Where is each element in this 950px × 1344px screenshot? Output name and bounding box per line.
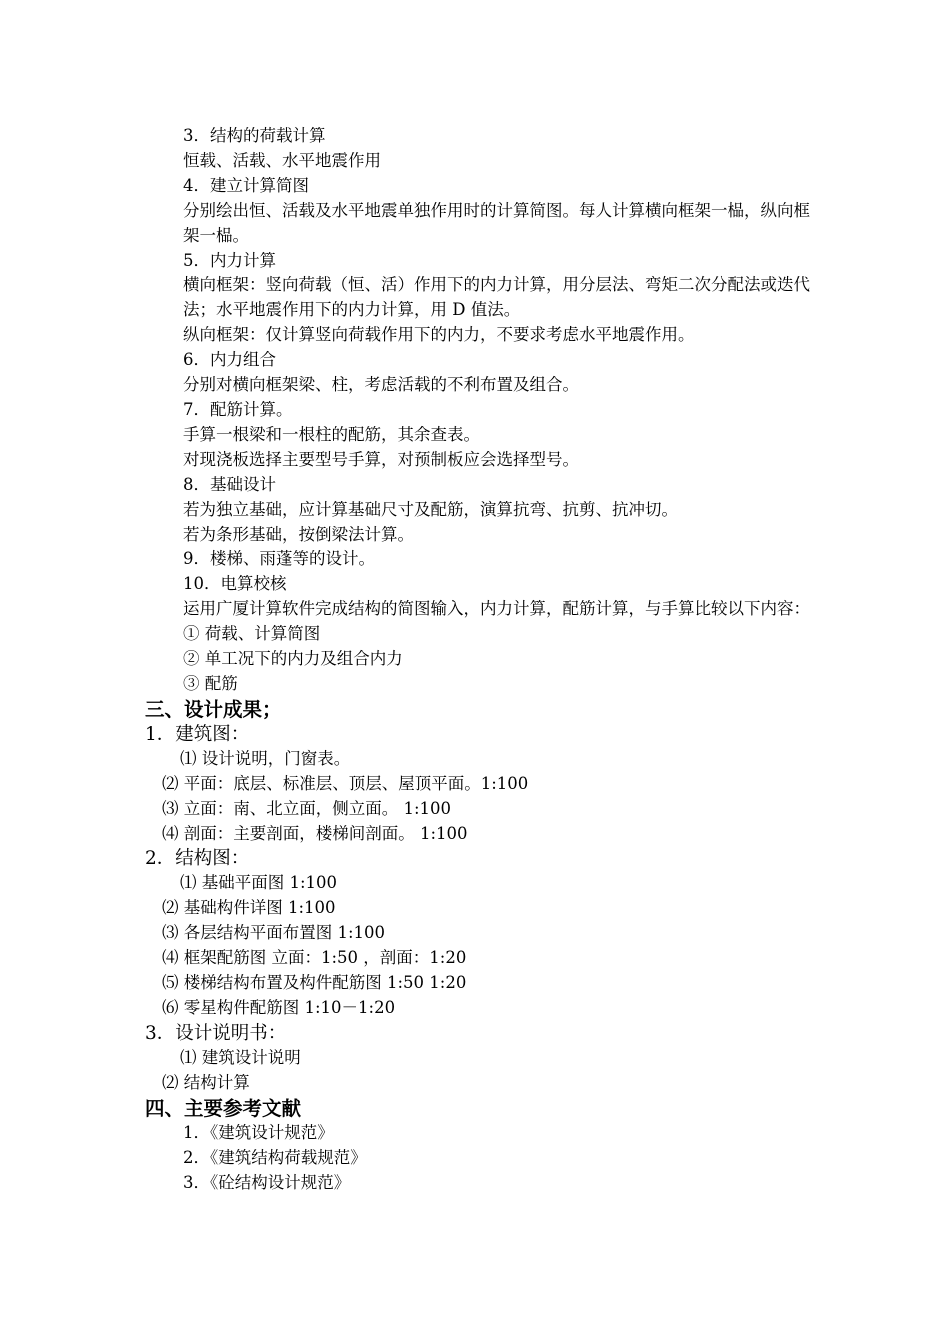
list-item: ⑴ 设计说明，门窗表。 bbox=[180, 748, 351, 768]
item-heading: 3．结构的荷载计算 bbox=[183, 126, 326, 145]
item-heading: 10．电算校核 bbox=[183, 574, 287, 594]
list-item: ⑵ 结构计算 bbox=[162, 1072, 250, 1092]
subsection-heading: 2．结构图： bbox=[145, 848, 250, 870]
paragraph: 手算一根梁和一根柱的配筋，其余查表。 bbox=[183, 424, 480, 444]
list-item: ⑵ 基础构件详图 1:100 bbox=[162, 898, 336, 918]
list-item: ⑶ 立面：南、北立面，侧立面。 1:100 bbox=[162, 798, 452, 818]
list-item: ③ 配筋 bbox=[183, 673, 238, 693]
paragraph: 纵向框架：仅计算竖向荷载作用下的内力，不要求考虑水平地震作用。 bbox=[183, 325, 695, 345]
paragraph: 分别对横向框架梁、柱，考虑活载的不利布置及组合。 bbox=[183, 375, 579, 395]
paragraph: 运用广厦计算软件完成结构的简图输入，内力计算，配筋计算，与手算比较以下内容： bbox=[183, 599, 810, 619]
paragraph: 分别绘出恒、活载及水平地震单独作用时的计算简图。每人计算横向框架一榀，纵向框架一榀。 bbox=[183, 200, 810, 245]
list-item: ⑷ 框架配筋图 立面：1:50 ，剖面：1:20 bbox=[162, 948, 467, 968]
item-heading: 6．内力组合 bbox=[183, 350, 276, 370]
section-heading: 四、主要参考文献 bbox=[145, 1096, 302, 1120]
list-item: ⑴ 建筑设计说明 bbox=[180, 1047, 301, 1067]
item-heading: 7．配筋计算。 bbox=[183, 399, 293, 419]
section-heading: 三、设计成果； bbox=[145, 697, 282, 721]
item-heading: 8．基础设计 bbox=[183, 474, 276, 494]
item-heading: 4．建立计算简图 bbox=[183, 175, 309, 195]
list-item: ⑵ 平面：底层、标准层、顶层、屋顶平面。1:100 bbox=[162, 773, 529, 793]
item-heading: 5．内力计算 bbox=[183, 250, 276, 270]
list-item: ⑸ 楼梯结构布置及构件配筋图 1:50 1:20 bbox=[162, 973, 467, 993]
list-item: ② 单工况下的内力及组合内力 bbox=[183, 649, 403, 669]
list-item: ⑶ 各层结构平面布置图 1:100 bbox=[162, 923, 386, 943]
subsection-heading: 1．建筑图： bbox=[145, 723, 250, 745]
document-body bbox=[145, 124, 810, 1195]
list-item: ⑴ 基础平面图 1:100 bbox=[180, 873, 338, 893]
paragraph: 对现浇板选择主要型号手算，对预制板应会选择型号。 bbox=[183, 449, 579, 469]
item-heading: 9．楼梯、雨蓬等的设计。 bbox=[183, 549, 375, 569]
list-item: ⑷ 剖面：主要剖面，楼梯间剖面。 1:100 bbox=[162, 823, 468, 843]
paragraph: 若为独立基础，应计算基础尺寸及配筋，演算抗弯、抗剪、抗冲切。 bbox=[183, 499, 678, 519]
reference-item: 3．《砼结构设计规范》 bbox=[183, 1172, 351, 1192]
list-item: ① 荷载、计算简图 bbox=[183, 624, 321, 644]
list-item: ⑹ 零星构件配筋图 1:10－1:20 bbox=[162, 998, 396, 1017]
paragraph: 若为条形基础，按倒梁法计算。 bbox=[183, 524, 414, 544]
reference-item: 2．《建筑结构荷载规范》 bbox=[183, 1147, 367, 1167]
paragraph: 恒载、活载、水平地震作用 bbox=[183, 150, 381, 170]
subsection-heading: 3．设计说明书： bbox=[145, 1022, 287, 1044]
reference-item: 1．《建筑设计规范》 bbox=[183, 1122, 334, 1142]
paragraph: 横向框架：竖向荷载（恒、活）作用下的内力计算，用分层法、弯矩二次分配法或迭代法；水平地震作用下的内力计算，用 D 值法。 bbox=[183, 275, 810, 320]
